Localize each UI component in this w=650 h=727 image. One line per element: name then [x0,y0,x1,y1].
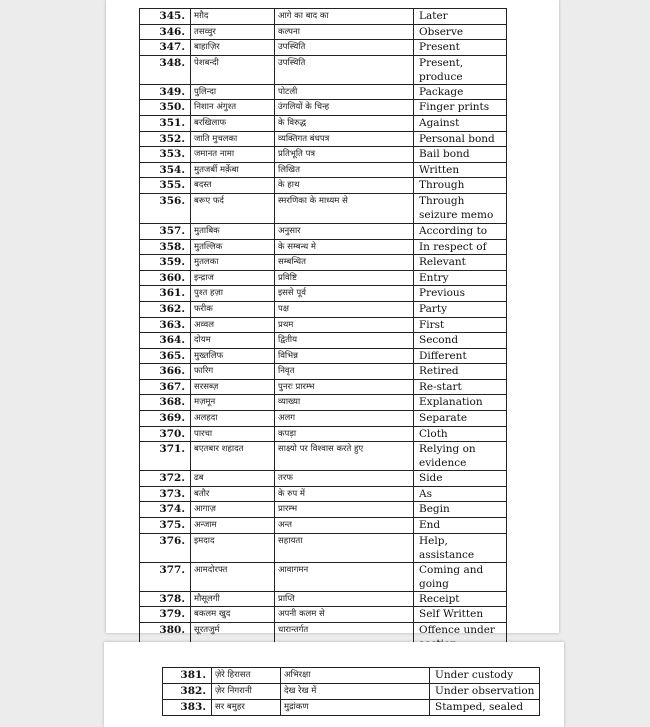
english-meaning: End [414,518,507,534]
hindi-meaning: धारान्तर्गत [275,622,414,652]
english-meaning: Offence under [414,622,507,652]
table-row [140,471,507,487]
hindi-meaning: आवागमन [275,562,414,591]
entry-number: 365. [140,348,191,364]
entry-number: 349. [140,84,191,100]
urdu-term: पुलिन्दा [191,84,275,100]
entry-number: 374. [140,502,191,518]
urdu-term: तसव्वुर [191,24,275,40]
hindi-meaning: तरफ [275,471,414,487]
hindi-meaning: देख रेख में [281,684,430,700]
table-row [140,562,507,591]
hindi-meaning: के सम्बन्ध मे [275,239,414,255]
hindi-meaning: प्राप्ति [275,591,414,607]
urdu-term: ज़ेर निगरानी [212,684,281,700]
hindi-meaning: सहायता [275,533,414,562]
entry-number: 379. [140,607,191,623]
hindi-meaning: के रुप में [275,486,414,502]
urdu-term: बकलम खुद [191,607,275,623]
entry-number: 347. [140,40,191,56]
urdu-term: जमानत नामा [191,147,275,163]
table-row [140,607,507,623]
english-meaning: Later [414,9,507,25]
table-row [140,131,507,147]
entry-number: 348. [140,55,191,84]
urdu-term: सर बमुहर [212,700,281,716]
entry-number: 378. [140,591,191,607]
table-row [140,317,507,333]
english-meaning: Side [414,471,507,487]
entry-number: 383. [163,700,212,716]
entry-number: 360. [140,270,191,286]
urdu-term: मग़ैद [191,9,275,25]
urdu-term: ढब [191,471,275,487]
english-meaning: Present [414,40,507,56]
table-row [140,162,507,178]
table-row [140,411,507,427]
entry-number: 368. [140,395,191,411]
entry-number: 354. [140,162,191,178]
table-row [140,55,507,84]
entry-number: 366. [140,364,191,380]
hindi-meaning: साक्ष्यो पर विश्वास करते हुए [275,442,414,471]
table-row [140,84,507,100]
hindi-meaning: कल्पना [275,24,414,40]
entry-number: 356. [140,193,191,223]
table-row [140,591,507,607]
table-row [140,486,507,502]
english-meaning: Stamped, sealed [430,700,540,716]
english-meaning: Separate [414,411,507,427]
hindi-meaning: पक्ष [275,301,414,317]
table-row [163,700,540,716]
urdu-term: निशान अंगुश्त [191,100,275,116]
english-meaning: Retired [414,364,507,380]
entry-number: 375. [140,518,191,534]
entry-number: 382. [163,684,212,700]
hindi-meaning: अभिरक्षा [281,668,430,684]
english-meaning: Against [414,115,507,131]
glossary-table-2-body [163,668,540,716]
english-meaning: Cloth [414,426,507,442]
entry-number: 363. [140,317,191,333]
entry-number: 376. [140,533,191,562]
english-meaning: As [414,486,507,502]
entry-number: 367. [140,379,191,395]
entry-number: 381. [163,668,212,684]
hindi-meaning: व्यक्तिगत बंधपत्र [275,131,414,147]
urdu-term: फारिग [191,364,275,380]
entry-number: 358. [140,239,191,255]
entry-number: 380. [140,622,191,652]
urdu-term: इमदाद [191,533,275,562]
urdu-term: मुतलका [191,255,275,271]
table-row [140,502,507,518]
table-row [163,684,540,700]
hindi-meaning: द्वितीय [275,333,414,349]
urdu-term: मुख्तलिफ [191,348,275,364]
table-row [140,395,507,411]
hindi-meaning: उपस्थिति [275,55,414,84]
urdu-term: पेशबन्दी [191,55,275,84]
urdu-term: मुतल्लिक [191,239,275,255]
urdu-term: मज़मून [191,395,275,411]
urdu-term: बाहाज़िर [191,40,275,56]
entry-number: 355. [140,178,191,194]
english-meaning: Receipt [414,591,507,607]
urdu-term: आगाज़ [191,502,275,518]
english-meaning: Observe [414,24,507,40]
english-meaning: Help, assistance [414,533,507,562]
table-row [163,668,540,684]
english-meaning: Previous [414,286,507,302]
english-meaning: Explanation [414,395,507,411]
glossary-table-2 [162,667,540,716]
table-row [140,223,507,239]
table-row [140,518,507,534]
english-meaning: Bail bond [414,147,507,163]
hindi-meaning: स्मरणिका के माध्यम से [275,193,414,223]
urdu-term: ज़ेरे हिरासत [212,668,281,684]
entry-number: 372. [140,471,191,487]
entry-number: 357. [140,223,191,239]
entry-number: 353. [140,147,191,163]
hindi-meaning: अन्त [275,518,414,534]
english-meaning: Re-start [414,379,507,395]
table-row [140,364,507,380]
table-row [140,193,507,223]
entry-number: 369. [140,411,191,427]
table-row [140,239,507,255]
english-meaning: Under observation [430,684,540,700]
entry-number: 345. [140,9,191,25]
urdu-term: सूरतजुर्म [191,622,275,652]
english-meaning: Present, produce [414,55,507,84]
table-row [140,9,507,25]
hindi-meaning: पुनरः प्रारम्भ [275,379,414,395]
hindi-meaning: प्रविष्टि [275,270,414,286]
hindi-meaning: अपनी कलम से [275,607,414,623]
english-meaning: Through seizure memo [414,193,507,223]
english-meaning: Begin [414,502,507,518]
urdu-term: इन्द्राज [191,270,275,286]
english-meaning: Relevant [414,255,507,271]
urdu-term: जाति मुचलका [191,131,275,147]
english-meaning: Package [414,84,507,100]
hindi-meaning: सम्बन्धित [275,255,414,271]
table-row [140,533,507,562]
english-meaning: First [414,317,507,333]
table-row [140,286,507,302]
table-row [140,40,507,56]
urdu-term: बतौर [191,486,275,502]
urdu-term: अव्वल [191,317,275,333]
hindi-meaning: आगे का बाद का [275,9,414,25]
hindi-meaning: उंगलियों के चिन्ह [275,100,414,116]
hindi-meaning: विभिन्न [275,348,414,364]
table-row [140,379,507,395]
urdu-term: सरसब्ज़ [191,379,275,395]
hindi-meaning: प्रतिभूति पत्र [275,147,414,163]
urdu-term: बरूए फर्द [191,193,275,223]
english-meaning: Entry [414,270,507,286]
glossary-table-1-body [140,9,507,653]
entry-number: 373. [140,486,191,502]
hindi-meaning: प्रथम [275,317,414,333]
table-row [140,442,507,471]
hindi-meaning: कपड़ा [275,426,414,442]
english-meaning: Written [414,162,507,178]
hindi-meaning: उपस्थिति [275,40,414,56]
urdu-term: बदस्त [191,178,275,194]
english-meaning: Party [414,301,507,317]
hindi-meaning: इससे पूर्व [275,286,414,302]
table-row [140,115,507,131]
hindi-meaning: लिखित [275,162,414,178]
english-meaning: Personal bond [414,131,507,147]
english-meaning: Through [414,178,507,194]
urdu-term: पुश्त हज़ा [191,286,275,302]
urdu-term: बएतबार शहादत [191,442,275,471]
table-row [140,255,507,271]
entry-number: 361. [140,286,191,302]
entry-number: 351. [140,115,191,131]
entry-number: 350. [140,100,191,116]
document-page-1 [106,0,559,636]
urdu-term: अन्जाम [191,518,275,534]
entry-number: 352. [140,131,191,147]
urdu-term: मुतजर्बी मर्क़ेबा [191,162,275,178]
urdu-term: अलहदा [191,411,275,427]
table-row [140,24,507,40]
hindi-meaning: अलग [275,411,414,427]
hindi-meaning: निवृत [275,364,414,380]
english-meaning: Relying on evidence [414,442,507,471]
table-row [140,147,507,163]
english-meaning: According to [414,223,507,239]
table-row [140,178,507,194]
table-row [140,100,507,116]
english-meaning: Coming and going [414,562,507,591]
hindi-meaning: मुद्रांकण [281,700,430,716]
hindi-meaning: के हाथ [275,178,414,194]
english-meaning: Different [414,348,507,364]
english-meaning: In respect of [414,239,507,255]
table-row [140,426,507,442]
table-row [140,333,507,349]
hindi-meaning: व्याख्या [275,395,414,411]
table-row [140,348,507,364]
entry-number: 346. [140,24,191,40]
entry-number: 362. [140,301,191,317]
urdu-term: मुताबिक [191,223,275,239]
hindi-meaning: अनुसार [275,223,414,239]
table-row [140,270,507,286]
hindi-meaning: प्रारम्भ [275,502,414,518]
urdu-term: दोयम [191,333,275,349]
hindi-meaning: पोटली [275,84,414,100]
entry-number: 371. [140,442,191,471]
urdu-term: बरखिलाफ [191,115,275,131]
english-meaning: Finger prints [414,100,507,116]
glossary-table-1 [139,8,507,653]
english-meaning: Self Written [414,607,507,623]
entry-number: 359. [140,255,191,271]
document-page-2 [104,642,564,727]
urdu-term: फरीक [191,301,275,317]
hindi-meaning: के विरुद्ध [275,115,414,131]
entry-number: 377. [140,562,191,591]
entry-number: 370. [140,426,191,442]
urdu-term: मौसूलगी [191,591,275,607]
urdu-term: पारचा [191,426,275,442]
table-row [140,301,507,317]
urdu-term: आमदोरफ्त [191,562,275,591]
english-meaning: Under custody [430,668,540,684]
entry-number: 364. [140,333,191,349]
english-meaning: Second [414,333,507,349]
